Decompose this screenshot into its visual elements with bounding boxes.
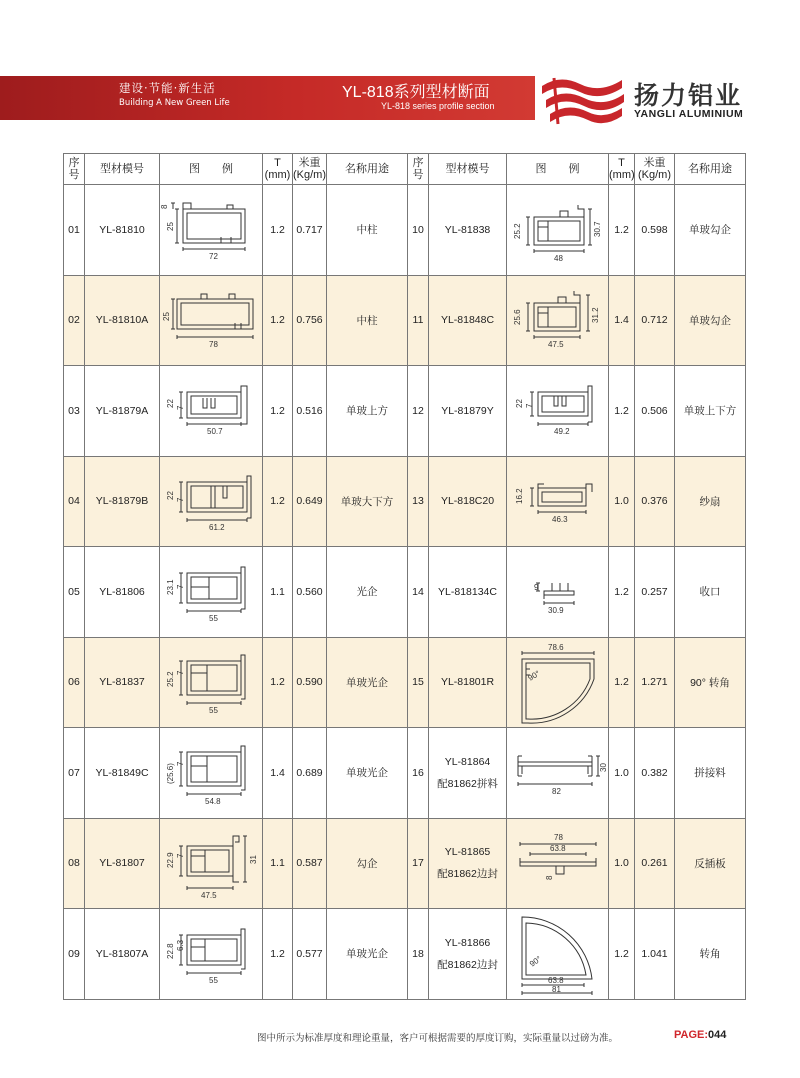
- row-model: [429, 818, 507, 909]
- slogan-cn: 建设·节能·新生活: [119, 81, 216, 95]
- row-weight: 0.382: [635, 728, 675, 819]
- table-row: [408, 818, 746, 909]
- row-model: YL-81879B: [85, 456, 160, 547]
- row-no: 12: [408, 366, 429, 457]
- col-header-thickness: T (mm): [609, 154, 635, 185]
- dim-label: 55: [209, 613, 218, 623]
- table-row: [64, 456, 408, 547]
- row-no: 18: [408, 909, 429, 1000]
- row-thickness: 1.4: [263, 728, 293, 819]
- row-no: 13: [408, 456, 429, 547]
- row-no: 08: [64, 818, 85, 909]
- row-usage: 中柱: [327, 185, 408, 276]
- dim-label: 90°: [526, 669, 541, 683]
- row-model: YL-818C20: [429, 456, 507, 547]
- dim-label: 46.3: [551, 515, 568, 525]
- row-no: 17: [408, 818, 429, 909]
- dim-label: 63.8: [547, 975, 564, 985]
- dim-label: 9: [533, 582, 538, 592]
- table-row: [408, 185, 746, 276]
- row-thickness: 1.2: [609, 909, 635, 1000]
- row-usage: 中柱: [327, 275, 408, 366]
- dim-label: 25.2: [512, 223, 522, 239]
- dim-label: 47.5: [547, 340, 564, 350]
- row-model-note: 配81862边封: [437, 868, 498, 881]
- row-no: 03: [64, 366, 85, 457]
- row-model: [429, 909, 507, 1000]
- table-row: [408, 366, 746, 457]
- table-row: [64, 547, 408, 638]
- row-model: YL-81848C: [429, 275, 507, 366]
- dim-label: 8: [544, 875, 554, 881]
- row-weight: 0.587: [293, 818, 327, 909]
- dim-label: 30.9: [547, 605, 564, 615]
- slogan-en: Building A New Green Life: [119, 98, 230, 108]
- profile-drawing: [160, 909, 263, 1000]
- brand-logo-icon: [538, 72, 628, 128]
- dim-label: 81: [551, 984, 561, 994]
- header-banner: [0, 76, 535, 120]
- row-thickness: 1.0: [609, 456, 635, 547]
- dim-label: 48: [553, 253, 563, 263]
- col-header-no: 序 号: [408, 154, 429, 185]
- row-no: 04: [64, 456, 85, 547]
- dim-label: 22: [514, 398, 524, 408]
- table-row: [64, 818, 408, 909]
- brand-name-cn: 扬力铝业: [634, 81, 743, 110]
- row-no: 14: [408, 547, 429, 638]
- row-usage: 单玻勾企: [675, 275, 746, 366]
- dim-label: 63.8: [549, 844, 566, 854]
- profile-table-right: [407, 153, 746, 1000]
- row-usage: 光企: [327, 547, 408, 638]
- row-no: 10: [408, 185, 429, 276]
- dim-label: 55: [209, 706, 218, 716]
- row-weight: 0.506: [635, 366, 675, 457]
- dim-label: 22: [166, 398, 175, 408]
- row-no: 05: [64, 547, 85, 638]
- row-thickness: 1.4: [609, 275, 635, 366]
- dim-label: 7: [176, 405, 185, 410]
- table-row: [64, 366, 408, 457]
- dim-label: 7: [176, 497, 185, 503]
- row-usage: 单玻勾企: [675, 185, 746, 276]
- dim-label: 16.2: [514, 488, 524, 505]
- row-weight: 0.689: [293, 728, 327, 819]
- profile-drawing: [160, 366, 263, 457]
- col-header-weight: 米重 (Kg/m): [293, 154, 327, 185]
- row-weight: 0.590: [293, 637, 327, 728]
- table-row: [64, 185, 408, 276]
- page-title: YL-818系列型材断面: [342, 84, 490, 101]
- col-header-thickness: T (mm): [263, 154, 293, 185]
- row-weight: 0.717: [293, 185, 327, 276]
- row-usage: 单玻上方: [327, 366, 408, 457]
- row-usage: 单玻光企: [327, 728, 408, 819]
- row-usage: 勾企: [327, 818, 408, 909]
- dim-label: 6.3: [176, 939, 185, 951]
- profile-drawing: [160, 637, 263, 728]
- dim-label: 78: [209, 340, 218, 350]
- dim-label: 54.8: [205, 796, 221, 806]
- row-usage: 反插板: [675, 818, 746, 909]
- profile-drawing: [507, 275, 609, 366]
- row-model: [429, 728, 507, 819]
- row-model: YL-81807: [85, 818, 160, 909]
- row-model-note: 配81862边封: [437, 958, 498, 971]
- row-model: YL-81837: [85, 637, 160, 728]
- dim-label: 50.7: [207, 426, 223, 436]
- dim-label: 25.6: [512, 309, 522, 326]
- dim-label: (25.6): [166, 762, 175, 784]
- profile-drawing: [507, 547, 609, 638]
- row-usage: 转角: [675, 909, 746, 1000]
- col-header-usage: 名称用途: [327, 154, 408, 185]
- row-thickness: 1.2: [263, 366, 293, 457]
- row-weight: 1.271: [635, 637, 675, 728]
- row-model-note: 配81862拼料: [437, 777, 498, 790]
- row-no: 15: [408, 637, 429, 728]
- row-no: 01: [64, 185, 85, 276]
- dim-label: 78.6: [547, 643, 564, 653]
- col-header-no: 序 号: [64, 154, 85, 185]
- row-usage: 拼接料: [675, 728, 746, 819]
- dim-label: 22.9: [166, 852, 175, 869]
- dim-label: 55: [209, 975, 218, 985]
- dim-label: 90°: [527, 954, 543, 969]
- table-header-row: [408, 154, 746, 185]
- row-weight: 0.376: [635, 456, 675, 547]
- table-row: [408, 909, 746, 1000]
- row-model: YL-81806: [85, 547, 160, 638]
- dim-label: 47.5: [201, 891, 217, 901]
- page-value: 044: [708, 1029, 727, 1041]
- row-weight: 0.577: [293, 909, 327, 1000]
- table-row: [64, 275, 408, 366]
- col-header-figure: 图 例: [507, 154, 609, 185]
- dim-label: 23.1: [166, 579, 175, 595]
- dim-label: 82: [551, 786, 561, 796]
- profile-drawing: [507, 909, 609, 1000]
- row-thickness: 1.2: [263, 456, 293, 547]
- row-model: YL-81801R: [429, 637, 507, 728]
- table-row: [408, 275, 746, 366]
- profile-drawing: [160, 547, 263, 638]
- row-model: YL-81849C: [85, 728, 160, 819]
- row-weight: 0.257: [635, 547, 675, 638]
- row-model-main: YL-81865: [444, 846, 491, 859]
- dim-label: 25.2: [166, 671, 175, 688]
- row-thickness: 1.2: [609, 366, 635, 457]
- row-model: YL-81879Y: [429, 366, 507, 457]
- row-thickness: 1.2: [609, 637, 635, 728]
- table-row: [408, 637, 746, 728]
- row-thickness: 1.1: [263, 818, 293, 909]
- profile-drawing: [507, 728, 609, 819]
- col-header-usage: 名称用途: [675, 154, 746, 185]
- dim-label: 72: [209, 251, 218, 261]
- row-usage: 单玻光企: [327, 637, 408, 728]
- row-model-main: YL-81864: [444, 755, 491, 768]
- profile-table-left: [63, 153, 408, 1000]
- col-header-weight: 米重 (Kg/m): [635, 154, 675, 185]
- row-weight: 0.756: [293, 275, 327, 366]
- col-header-figure: 图 例: [160, 154, 263, 185]
- table-row: [64, 728, 408, 819]
- row-usage: 90° 转角: [675, 637, 746, 728]
- profile-drawing: [507, 366, 609, 457]
- row-weight: 0.712: [635, 275, 675, 366]
- col-header-model: 型材模号: [85, 154, 160, 185]
- row-usage: 单玻大下方: [327, 456, 408, 547]
- row-model: YL-81807A: [85, 909, 160, 1000]
- page-subtitle: YL-818 series profile section: [381, 101, 495, 111]
- table-row: [408, 728, 746, 819]
- row-model: YL-818134C: [429, 547, 507, 638]
- row-weight: 0.261: [635, 818, 675, 909]
- table-header-row: [64, 154, 408, 185]
- row-model: YL-81838: [429, 185, 507, 276]
- profile-drawing: [507, 637, 609, 728]
- row-usage: 单玻上下方: [675, 366, 746, 457]
- dim-label: 49.2: [553, 426, 570, 436]
- row-weight: 0.516: [293, 366, 327, 457]
- footer-note: 图中所示为标准厚度和理论重量，客户可根据需要的厚度订购，实际重量以过磅为准。: [257, 1033, 619, 1044]
- dim-label: 7: [176, 761, 185, 766]
- dim-label: 30.7: [592, 221, 602, 237]
- dim-label: 22: [166, 491, 175, 501]
- row-thickness: 1.2: [263, 185, 293, 276]
- dim-label: 31: [249, 855, 258, 865]
- table-row: [64, 637, 408, 728]
- table-row: [408, 547, 746, 638]
- page-label: PAGE:: [674, 1029, 709, 1041]
- col-header-model: 型材模号: [429, 154, 507, 185]
- dim-label: 31.2: [590, 307, 600, 324]
- profile-drawing: [160, 185, 263, 276]
- row-weight: 0.598: [635, 185, 675, 276]
- dim-label: 25: [162, 312, 171, 322]
- row-thickness: 1.1: [263, 547, 293, 638]
- dim-label: 25: [166, 221, 175, 231]
- dim-label: 30: [598, 762, 608, 772]
- profile-drawing: [507, 456, 609, 547]
- row-usage: 收口: [675, 547, 746, 638]
- profile-drawing: [160, 275, 263, 366]
- row-thickness: 1.2: [263, 909, 293, 1000]
- row-usage: 纱扇: [675, 456, 746, 547]
- row-thickness: 1.2: [263, 275, 293, 366]
- row-thickness: 1.0: [609, 728, 635, 819]
- profile-drawing: [507, 185, 609, 276]
- row-usage: 单玻光企: [327, 909, 408, 1000]
- dim-label: 8: [160, 204, 169, 209]
- dim-label: 7: [176, 670, 185, 676]
- row-thickness: 1.2: [609, 185, 635, 276]
- row-no: 02: [64, 275, 85, 366]
- row-no: 06: [64, 637, 85, 728]
- profile-drawing: [160, 456, 263, 547]
- dim-label: 61.2: [209, 523, 225, 533]
- dim-label: 7: [524, 403, 534, 408]
- dim-label: 7: [176, 853, 185, 859]
- row-thickness: 1.0: [609, 818, 635, 909]
- profile-drawing: [160, 728, 263, 819]
- row-thickness: 1.2: [609, 547, 635, 638]
- row-weight: 0.560: [293, 547, 327, 638]
- row-model-main: YL-81866: [444, 936, 491, 949]
- row-model-pair: 16: [408, 728, 429, 819]
- row-no: 07: [64, 728, 85, 819]
- row-model: YL-81879A: [85, 366, 160, 457]
- brand-name-en: YANGLI ALUMINIUM: [634, 108, 744, 120]
- table-row: [64, 909, 408, 1000]
- row-model: YL-81810A: [85, 275, 160, 366]
- profile-drawing: [160, 818, 263, 909]
- dim-label: 22.8: [166, 943, 175, 959]
- row-weight: 0.649: [293, 456, 327, 547]
- row-no: 09: [64, 909, 85, 1000]
- page-number: [674, 1029, 726, 1041]
- row-weight: 1.041: [635, 909, 675, 1000]
- dim-label: 78: [553, 833, 563, 843]
- table-row: [408, 456, 746, 547]
- dim-label: 7: [176, 584, 185, 589]
- profile-drawing: [507, 818, 609, 909]
- row-no: 11: [408, 275, 429, 366]
- row-thickness: 1.2: [263, 637, 293, 728]
- row-model: YL-81810: [85, 185, 160, 276]
